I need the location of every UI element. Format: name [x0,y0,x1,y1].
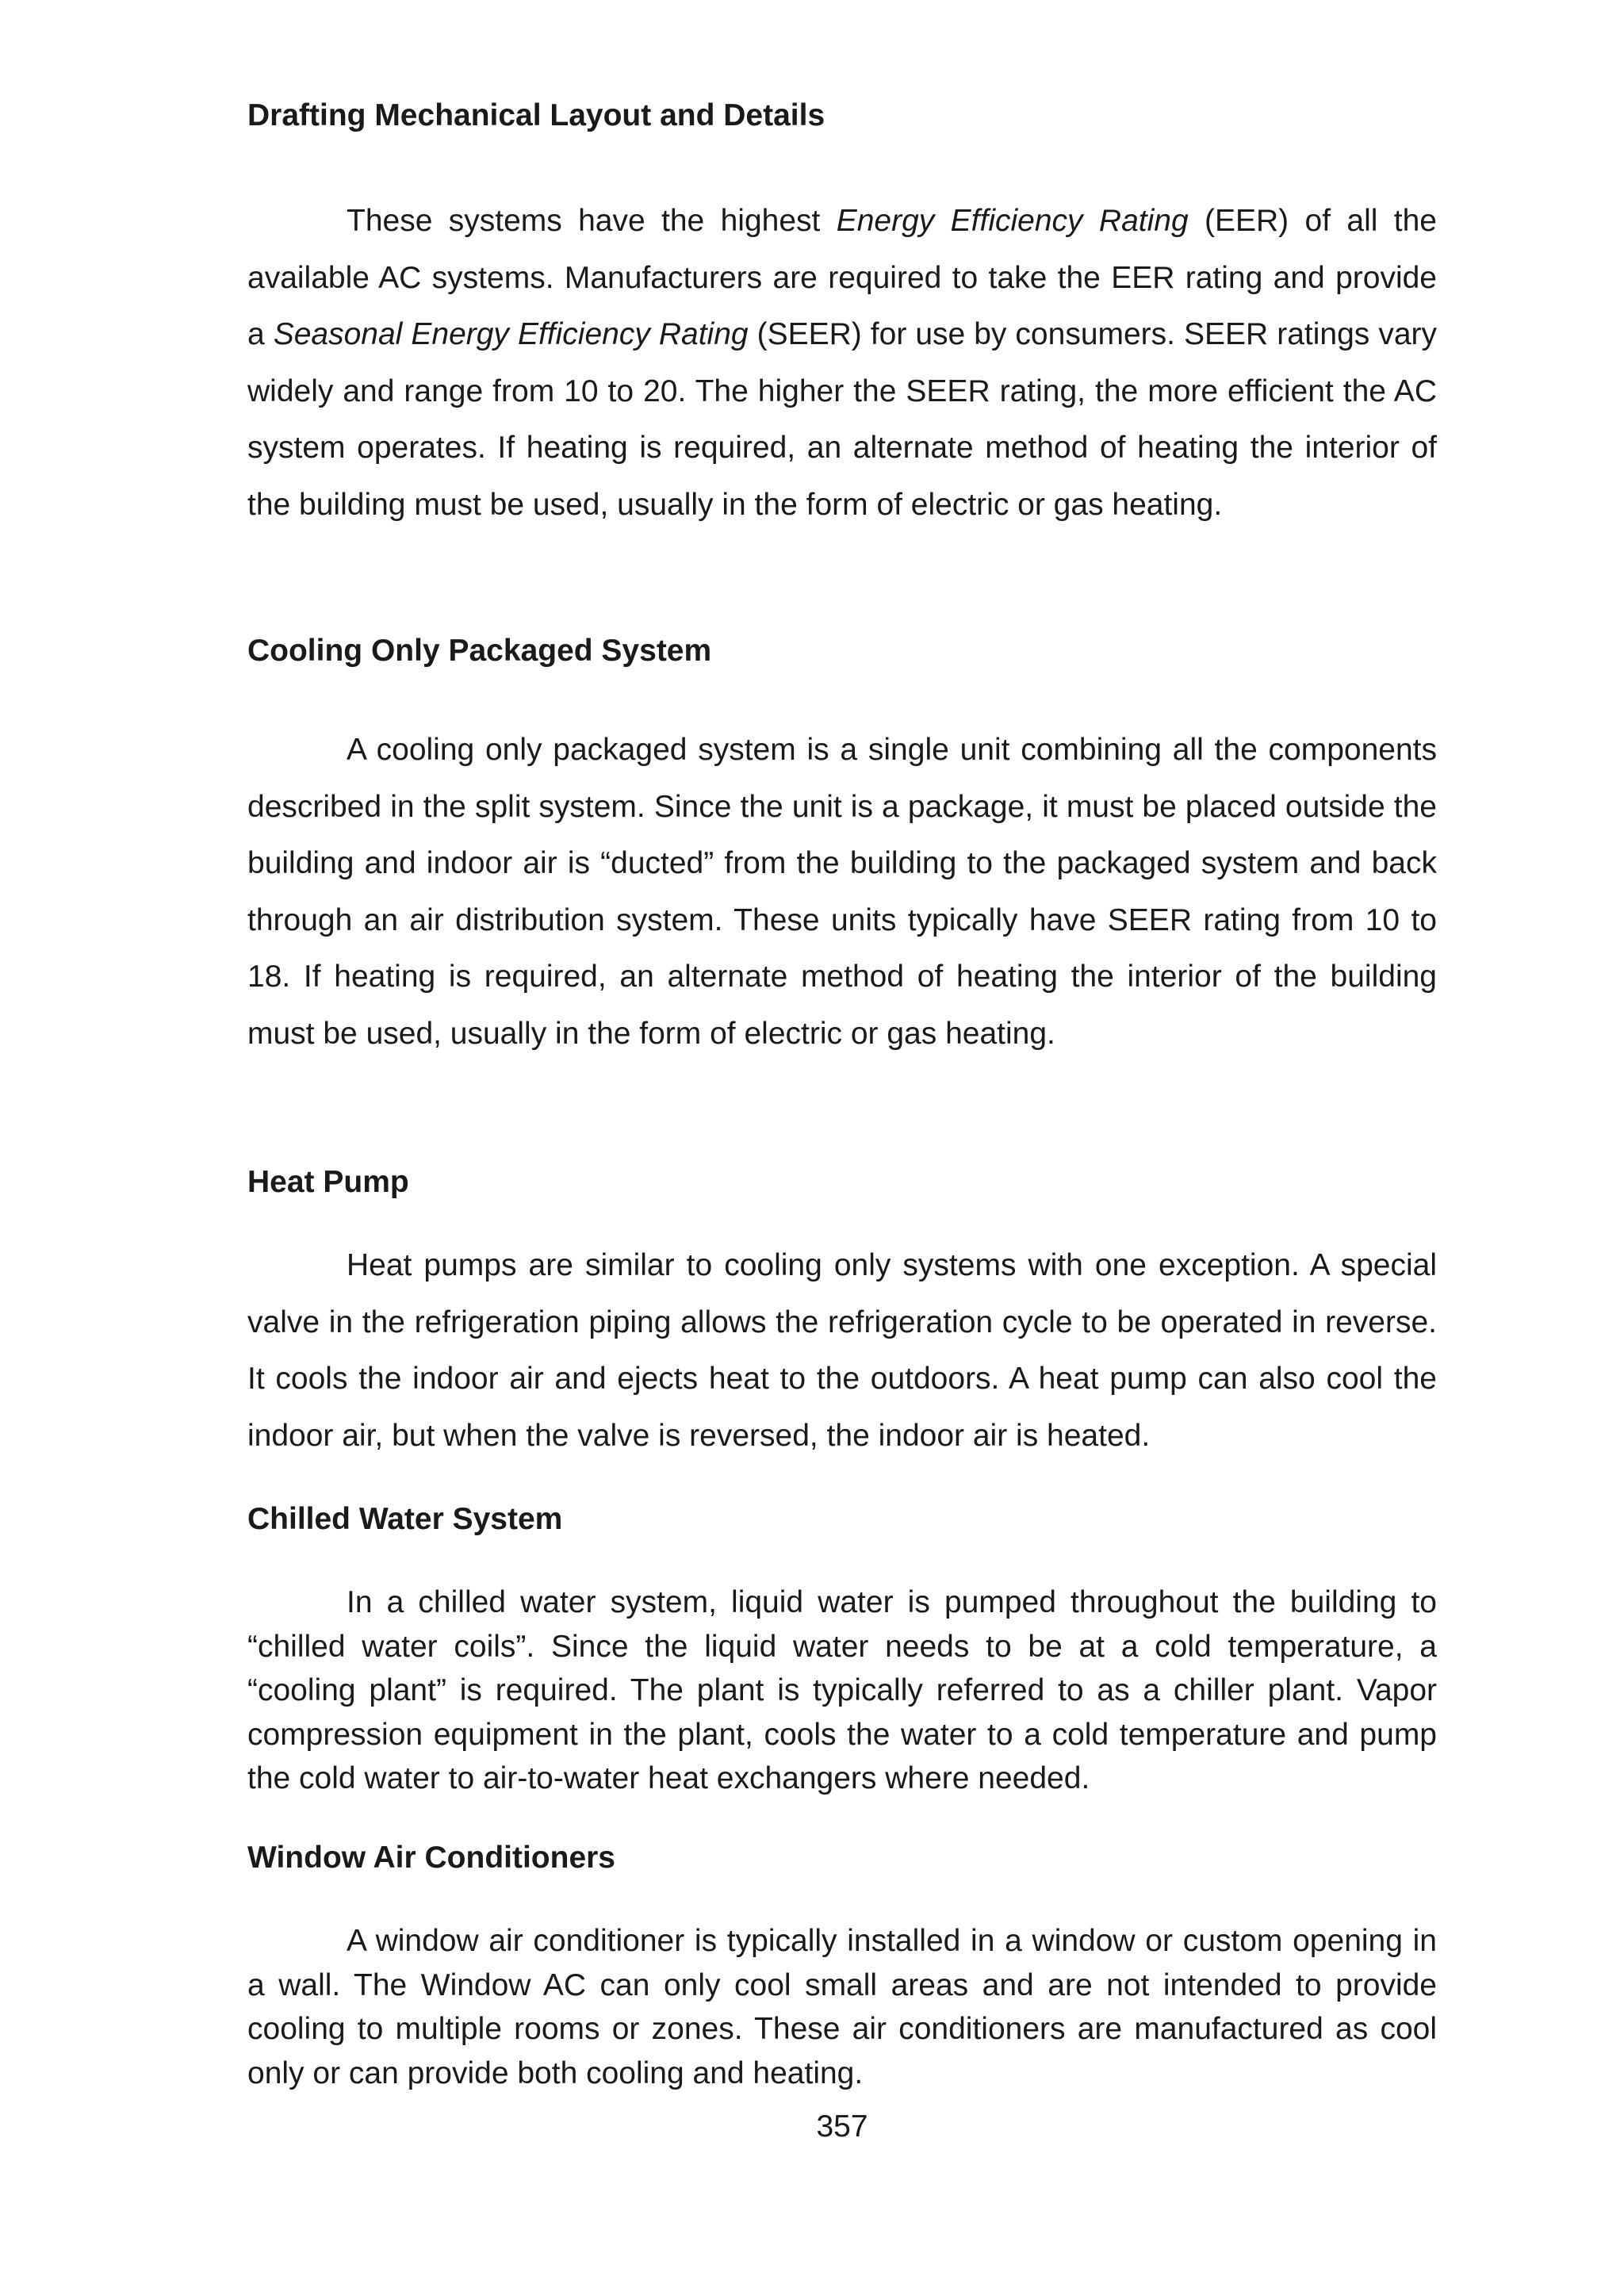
intro-paragraph [247,193,1437,533]
intro-text-1: These systems have the highest [347,204,837,238]
running-head: Drafting Mechanical Layout and Details [247,98,825,132]
section-body-window-air-conditioners: A window air conditioner is typically installed in a window or custom opening in a wall. The Window AC can only cool small areas and are not intended to provide cooling to multiple rooms or zones. These air conditioners are manufactured as cool only or can provide both cooling and heating. [247,1924,1437,2090]
section-heading-window-air-conditioners: Window Air Conditioners [247,1841,616,1875]
section-heading-heat-pump: Heat Pump [247,1165,409,1199]
intro-emphasis-seer: Seasonal Energy Efficiency Rating [273,317,749,351]
intro-text-3: (SEER) for use by consumers. SEER ratings vary widely and range from 10 to 20. The higher the SEER rating, the more efficient the AC system operates. If heating is required, an alternate method of heating the interior of the building must be used, usually in the form of electric or gas heating. [247,317,1437,522]
section-heading-cooling-only-packaged-system: Cooling Only Packaged System [247,634,712,668]
section-body-chilled-water-system: In a chilled water system, liquid water is pumped throughout the building to “chilled water coils”. Since the liquid water needs to be at a cold temperature, a “cooling plant” is required. The plant is typically referred to as a chiller plant. Vapor compression equipment in the plant, cools the water to a cold temperature and pump the cold water to air-to-water heat exchangers where needed. [247,1585,1437,1795]
section-heading-chilled-water-system: Chilled Water System [247,1502,563,1536]
intro-text-2: (EER) of all the available AC systems. Manufacturers are required to take the EER rating and provide a [247,204,1437,351]
intro-emphasis-eer: Energy Efficiency Rating [836,204,1189,238]
page-number: 357 [816,2109,868,2144]
section-body-cooling-only-packaged-system: A cooling only packaged system is a single unit combining all the components described in the split system. Since the unit is a package, it must be placed outside the building and indoor air is “ducted” from the building to the packaged system and back through an air distribution system. These units typically have SEER rating from 10 to 18. If heating is required, an alternate method of heating the interior of the building must be used, usually in the form of electric or gas heating. [247,733,1437,1051]
section-body-heat-pump: Heat pumps are similar to cooling only systems with one exception. A special valve in the refrigeration piping allows the refrigeration cycle to be operated in reverse. It cools the indoor air and ejects heat to the outdoors. A heat pump can also cool the indoor air, but when the valve is reversed, the indoor air is heated. [247,1248,1437,1453]
